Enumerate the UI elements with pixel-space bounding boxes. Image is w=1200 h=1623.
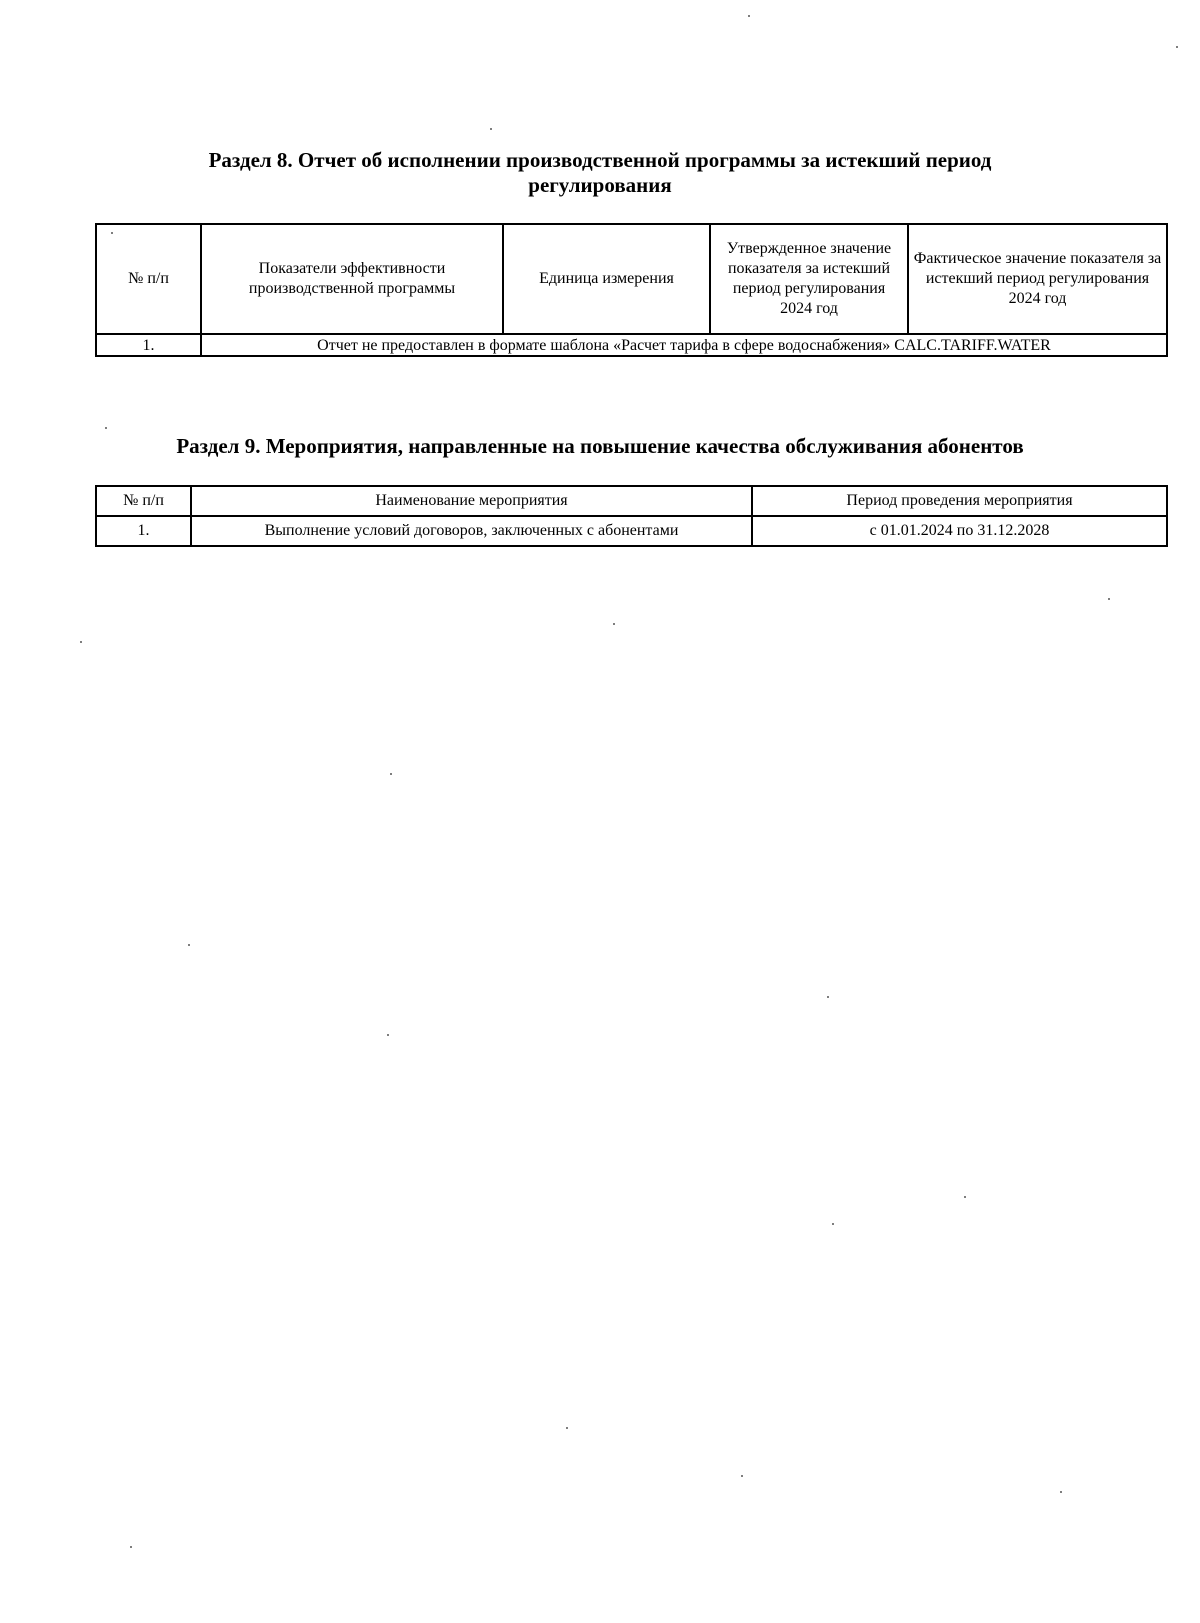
section9-title: Раздел 9. Мероприятия, направленные на повышение качества обслуживания абонентов [176,434,1024,458]
scan-speck [490,128,492,130]
section8-col-unit: Единица измерения [503,224,710,334]
scan-speck [1108,598,1110,600]
section9-row-num: 1. [96,516,191,546]
scan-speck [613,623,615,625]
scan-speck [964,1196,966,1198]
scan-speck [748,15,750,17]
scan-speck [827,996,829,998]
section9-col-num: № п/п [96,486,191,516]
section8-table [95,223,1168,357]
scan-speck [111,232,113,234]
scan-speck [566,1427,568,1429]
scan-speck [105,427,107,429]
scan-speck [390,773,392,775]
section8-row-num: 1. [96,334,201,356]
scan-speck [188,944,190,946]
scan-speck [832,1223,834,1225]
section8-row-text: Отчет не предоставлен в формате шаблона «Расчет тарифа в сфере водоснабжения» CALC.TARIFF.WATER [201,334,1167,356]
scan-speck [130,1546,132,1548]
scan-speck [1060,1491,1062,1493]
section8-col-approved: Утвержденное значение показателя за истекший период регулирования 2024 год [710,224,908,334]
section9-col-period: Период проведения мероприятия [752,486,1167,516]
section8-title-line1: Раздел 8. Отчет об исполнении производственной программы за истекший период [208,148,992,172]
section9-row-name: Выполнение условий договоров, заключенных с абонентами [191,516,752,546]
section8-col-actual: Фактическое значение показателя за истекший период регулирования 2024 год [908,224,1167,334]
section8-col-num: № п/п [96,224,201,334]
section9-row-period: с 01.01.2024 по 31.12.2028 [752,516,1167,546]
table-row [96,334,1167,356]
section8-title [0,148,1200,198]
scan-speck [387,1034,389,1036]
section8-col-indicator: Показатели эффективности производственной программы [201,224,503,334]
section8-title-line2: регулирования [528,173,672,197]
scan-speck [741,1475,743,1477]
section9-table [95,485,1168,547]
table-row [96,516,1167,546]
section9-col-name: Наименование мероприятия [191,486,752,516]
scan-speck [1176,46,1178,48]
scan-speck [80,641,82,643]
section9-header-row [96,486,1167,516]
section8-header-row [96,224,1167,334]
